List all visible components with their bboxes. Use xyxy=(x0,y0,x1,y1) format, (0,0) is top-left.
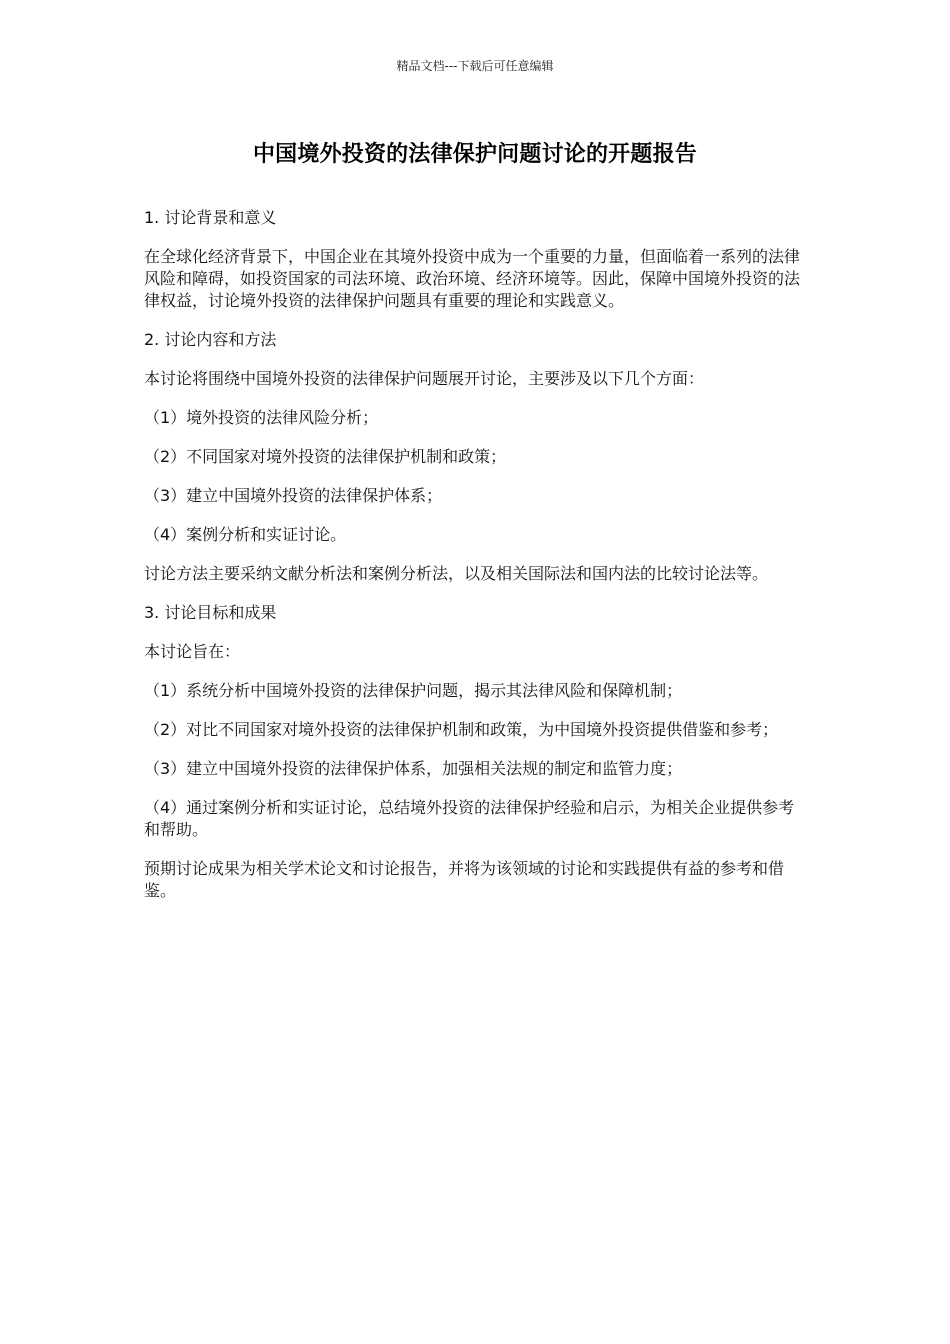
section-2-item-3: （3）建立中国境外投资的法律保护体系； xyxy=(144,486,443,505)
section-2-item-1: （1）境外投资的法律风险分析； xyxy=(144,408,379,427)
section-3-item-3: （3）建立中国境外投资的法律保护体系，加强相关法规的制定和监管力度； xyxy=(144,759,683,778)
section-3-item-4: （4）通过案例分析和实证讨论，总结境外投资的法律保护经验和启示，为相关企业提供参考和帮助。 xyxy=(144,798,795,839)
header-note: 精品文档---下载后可任意编辑 xyxy=(396,59,554,73)
section-3-heading: 3. 讨论目标和成果 xyxy=(144,603,277,622)
section-2-item-4: （4）案例分析和实证讨论。 xyxy=(144,525,347,544)
section-3-outcome: 预期讨论成果为相关学术论文和讨论报告，并将为该领域的讨论和实践提供有益的参考和借鉴。 xyxy=(144,859,785,900)
section-1-paragraph: 在全球化经济背景下，中国企业在其境外投资中成为一个重要的力量，但面临着一系列的法律风险和障碍，如投资国家的司法环境、政治环境、经济环境等。因此，保障中国境外投资的法律权益，讨论境外投资的法律保护问题具有重要的理论和实践意义。 xyxy=(144,247,801,310)
section-3-item-2: （2）对比不同国家对境外投资的法律保护机制和政策，为中国境外投资提供借鉴和参考； xyxy=(144,720,779,739)
section-3-item-1: （1）系统分析中国境外投资的法律保护问题，揭示其法律风险和保障机制； xyxy=(144,681,683,700)
section-2-method: 讨论方法主要采纳文献分析法和案例分析法，以及相关国际法和国内法的比较讨论法等。 xyxy=(144,564,769,583)
section-2-heading: 2. 讨论内容和方法 xyxy=(144,330,277,349)
section-1-heading: 1. 讨论背景和意义 xyxy=(144,208,277,227)
section-2-intro: 本讨论将围绕中国境外投资的法律保护问题展开讨论，主要涉及以下几个方面： xyxy=(144,369,705,388)
document-title: 中国境外投资的法律保护问题讨论的开题报告 xyxy=(252,142,697,167)
section-2-item-2: （2）不同国家对境外投资的法律保护机制和政策； xyxy=(144,447,507,466)
section-3-intro: 本讨论旨在： xyxy=(144,642,241,661)
document-body xyxy=(144,207,808,919)
